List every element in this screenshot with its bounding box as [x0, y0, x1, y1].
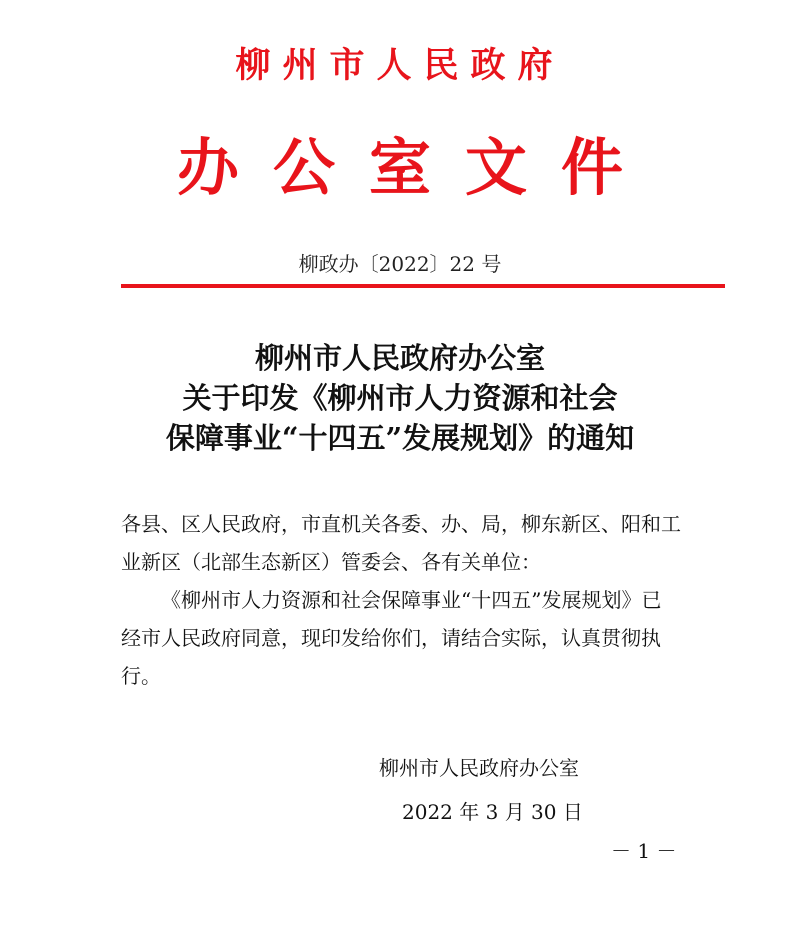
- body-paragraph: 《柳州市人力资源和社会保障事业“十四五”发展规划》已经市人民政府同意，现印发给你们，请结合实际，认真贯彻执行。: [121, 588, 662, 688]
- title-line-1: 柳州市人民政府办公室: [254, 341, 545, 375]
- document-type-heading: 办公室文件: [176, 131, 657, 204]
- document-number: 柳政办〔2022〕22 号: [298, 252, 502, 276]
- addressee: 各县、区人民政府，市直机关各委、办、局，柳东新区、阳和工业新区（北部生态新区）管委会、各有关单位：: [121, 512, 681, 574]
- notice-title: [0, 338, 800, 458]
- signature-date: 2022 年 3 月 30 日: [402, 800, 583, 824]
- issuing-organization: 柳州市人民政府: [235, 45, 565, 86]
- notice-body: [121, 505, 681, 695]
- title-line-2: 关于印发《柳州市人力资源和社会: [182, 381, 618, 415]
- title-line-3: 保障事业“十四五”发展规划》的通知: [165, 421, 635, 455]
- red-divider-line: [121, 284, 725, 288]
- page-number: － 1 －: [611, 839, 677, 863]
- signature-org: 柳州市人民政府办公室: [379, 756, 579, 780]
